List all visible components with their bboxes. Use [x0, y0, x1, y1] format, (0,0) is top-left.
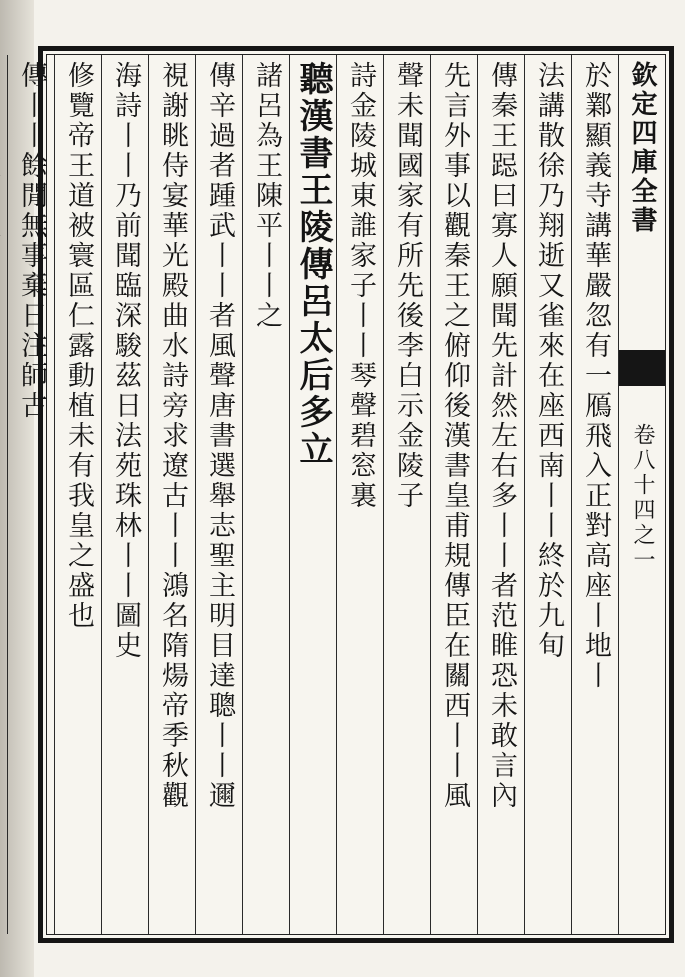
page-frame	[16, 46, 674, 943]
text-column: 聲未聞國家有所先後李白示金陵子	[383, 55, 430, 934]
text-column: 先言外事以觀秦王之俯仰後漢書皇甫規傳臣在關西丨丨風	[430, 55, 477, 934]
text-column: 傳丨丨餘閒無事棄日注師古	[7, 55, 54, 934]
text-column: 聽漢書王陵傳呂太后多立	[289, 55, 336, 934]
text-column: 法講散徐乃翔逝又雀來在座西南丨丨終於九旬	[524, 55, 571, 934]
text-column: 修覽帝王道被寰區仁露動植未有我皇之盛也	[54, 55, 101, 934]
text-column: 詩金陵城東誰家子丨丨琴聲碧窓裏	[336, 55, 383, 934]
volume-label: 卷八十四之一	[630, 423, 655, 573]
fishtail-mark	[619, 350, 665, 386]
text-column: 視謝眺侍宴華光殿曲水詩旁求遼古丨丨鴻名隋煬帝季秋觀	[148, 55, 195, 934]
text-column	[0, 55, 7, 934]
page-frame-inner	[16, 54, 666, 935]
text-column: 海詩丨丨乃前聞臨深駿茲日法苑珠林丨丨圖史	[101, 55, 148, 934]
text-column: 傳辛過者踵武丨丨者風聲唐書選舉志聖主明目達聰丨丨邇	[195, 55, 242, 934]
text-columns	[16, 55, 665, 934]
book-title: 欽定四庫全書	[627, 61, 657, 235]
text-column: 於鄴顯義寺講華嚴忽有一鴈飛入正對高座丨地丨	[571, 55, 618, 934]
text-column: 諸呂為王陳平丨丨之	[242, 55, 289, 934]
text-column: 傳秦王跽曰寡人願聞先計然左右多丨丨者范睢恐未敢言內	[477, 55, 524, 934]
title-column	[618, 55, 665, 934]
